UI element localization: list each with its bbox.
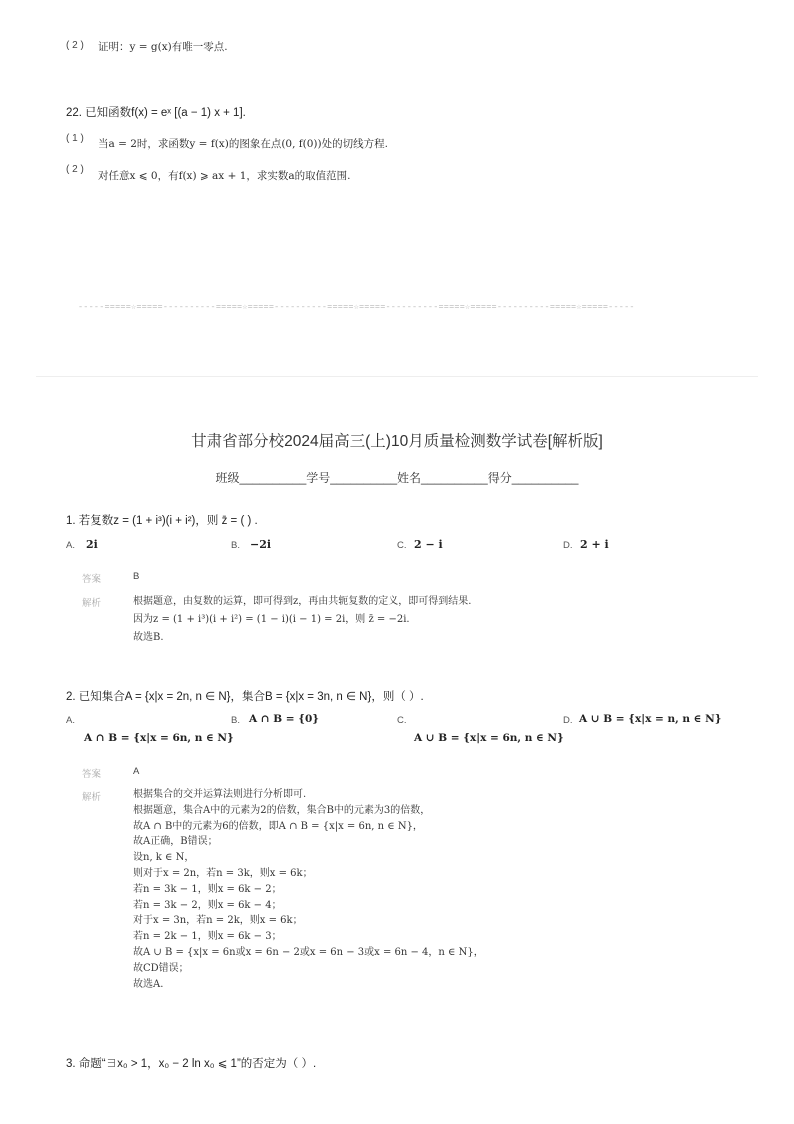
option-c-value: 2 − i [414, 538, 443, 551]
option-d-value: 2 + i [580, 538, 609, 551]
student-info-line: 班级__________学号__________姓名__________得分__________ [215, 471, 579, 485]
option-d-letter: D. [563, 715, 573, 726]
question-2-stem: 2. 已知集合A = {x|x = 2n, n ∈ N}，集合B = {x|x = 3n, n ∈ N}，则（ ）. [66, 691, 424, 703]
option-a-value: 2i [86, 538, 98, 551]
question-1-stem: 1. 若复数z = (1 + i³)(i + i²)，则 z̄ = ( ) . [66, 515, 258, 527]
analysis-label: 解析 [82, 598, 102, 609]
option-c-letter: C. [397, 540, 407, 551]
option-a-value: A ∩ B = {x|x = 6n, n ∈ N} [84, 732, 234, 744]
analysis-line: 设n, k ∈ N， [133, 852, 195, 864]
document-title: 甘肃省部分校2024届高三(上)10月质量检测数学试卷[解析版] [191, 433, 603, 450]
sub-question-number: ( 2 ) [66, 164, 84, 175]
analysis-line: 故A ∩ B中的元素为6的倍数，即A ∩ B = {x|x = 6n, n ∈ N}， [133, 820, 423, 832]
analysis-line: 若n = 3k − 1，则x = 6k − 2； [133, 883, 282, 895]
option-b-letter: B. [231, 540, 240, 551]
analysis-line: 故A正确，B错误； [133, 836, 218, 848]
analysis-line: 则对于x = 2n，若n = 3k，则x = 6k； [133, 867, 313, 879]
analysis-line: 根据集合的交并运算法则进行分析即可. [133, 789, 307, 800]
page-separator [36, 376, 758, 377]
analysis-line: 根据题意，由复数的运算，即可得到z，再由共轭复数的定义，即可得到结果. [133, 596, 472, 607]
option-a-letter: A. [66, 715, 75, 726]
analysis-line: 因为z = (1 + i³)(i + i²) = (1 − i)(i − 1) = 2i，则 z̄ = −2i. [133, 613, 410, 625]
analysis-line: 故A ∪ B = {x|x = 6n或x = 6n − 2或x = 6n − 3或x = 6n − 4，n ∈ N}， [133, 946, 484, 958]
answer-label: 答案 [82, 574, 102, 585]
analysis-line: 故CD错误； [133, 962, 189, 974]
analysis-block [133, 594, 471, 645]
option-c-letter: C. [397, 715, 407, 726]
answer-label: 答案 [82, 769, 102, 780]
analysis-line: 根据题意，集合A中的元素为2的倍数，集合B中的元素为3的倍数， [133, 804, 431, 816]
sub-question-number: ( 2 ) [66, 40, 84, 51]
option-b-value: A ∩ B = {0} [249, 713, 320, 725]
question-3-stem: 3. 命题“∃x₀ > 1，x₀ − 2 ln x₀ ⩽ 1”的否定为（ ）. [66, 1058, 317, 1070]
analysis-label: 解析 [82, 792, 102, 803]
analysis-line: 故选A. [133, 978, 164, 990]
answer-value: B [133, 571, 140, 582]
sub-question-text: 当a = 2时，求函数y = f(x)的图象在点(0, f(0))处的切线方程. [98, 138, 388, 150]
option-b-value: −2i [250, 538, 272, 551]
analysis-block [133, 787, 484, 992]
analysis-line: 若n = 3k − 2，则x = 6k − 4； [133, 899, 282, 911]
option-d-letter: D. [563, 540, 573, 551]
sub-question-number: ( 1 ) [66, 133, 84, 144]
option-a-letter: A. [66, 540, 75, 551]
analysis-line: 若n = 2k − 1，则x = 6k − 3； [133, 931, 282, 943]
sub-question-text: 证明：y = g(x)有唯一零点. [98, 41, 228, 53]
option-b-letter: B. [231, 715, 240, 726]
section-divider: -----=====☆=====----------=====☆=====----------=====☆=====----------=====☆=====----------=====☆=====----- [78, 302, 635, 312]
question-22-stem: 22. 已知函数f(x) = eˣ [(a − 1) x + 1]. [66, 107, 246, 119]
option-d-value: A ∪ B = {x|x = n, n ∈ N} [579, 713, 722, 725]
analysis-line: 故选B. [133, 631, 164, 643]
analysis-line: 对于x = 3n，若n = 2k，则x = 6k； [133, 915, 303, 927]
answer-value: A [133, 766, 140, 777]
sub-question-text: 对任意x ⩽ 0，有f(x) ⩾ ax + 1，求实数a的取值范围. [98, 170, 351, 182]
option-c-value: A ∪ B = {x|x = 6n, n ∈ N} [414, 732, 564, 744]
